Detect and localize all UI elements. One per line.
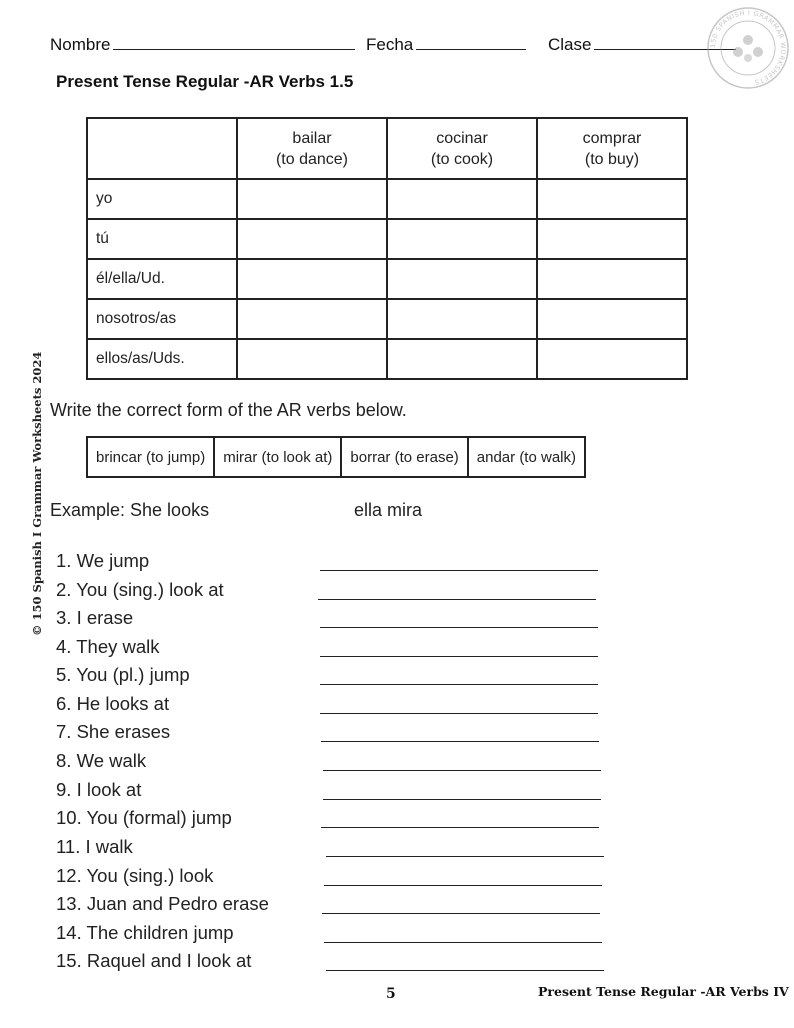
answer-cell[interactable]: [237, 259, 387, 299]
answer-line[interactable]: [320, 570, 598, 571]
verb-bank-item: brincar (to jump): [87, 437, 214, 477]
pronoun-cell: ellos/as/Uds.: [87, 339, 237, 379]
exercise-item-9: 9. I look at: [56, 779, 142, 800]
example-answer: ella mira: [354, 500, 423, 520]
pronoun-cell: él/ella/Ud.: [87, 259, 237, 299]
answer-cell[interactable]: [387, 179, 537, 219]
answer-line[interactable]: [320, 713, 598, 714]
answer-line[interactable]: [324, 942, 602, 943]
exercise-item-6: 6. He looks at: [56, 693, 170, 714]
footer-title: Present Tense Regular -AR Verbs IV: [538, 984, 789, 999]
answer-cell[interactable]: [237, 339, 387, 379]
answer-line[interactable]: [323, 799, 601, 800]
exercise-item-2: 2. You (sing.) look at: [56, 579, 224, 600]
copyright-notice: © 150 Spanish I Grammar Worksheets 2024: [30, 351, 44, 636]
conjugation-table: [86, 117, 688, 380]
exercise-item-3: 3. I erase: [56, 607, 134, 628]
verb-bank-item: andar (to walk): [468, 437, 585, 477]
verb-infinitive: bailar: [292, 129, 332, 147]
answer-cell[interactable]: [537, 339, 687, 379]
name-field: [50, 32, 355, 55]
verb-header-cell: [387, 118, 537, 179]
pronoun-cell: nosotros/as: [87, 299, 237, 339]
table-row: [87, 179, 687, 219]
answer-line[interactable]: [320, 656, 598, 657]
answer-line[interactable]: [323, 770, 601, 771]
pronoun-cell: yo: [87, 179, 237, 219]
date-label: Fecha: [366, 35, 414, 54]
corner-cell: [87, 118, 237, 179]
answer-line[interactable]: [318, 599, 596, 600]
table-row: [87, 219, 687, 259]
answer-line[interactable]: [322, 913, 600, 914]
verb-infinitive: comprar: [582, 129, 642, 147]
worksheet-title: Present Tense Regular -AR Verbs 1.5: [56, 72, 354, 91]
exercise-item-12: 12. You (sing.) look: [56, 865, 214, 886]
stamp-text: 150 SPANISH I GRAMMAR WORKSHEETS: [708, 8, 788, 87]
answer-line[interactable]: [320, 684, 598, 685]
class-label: Clase: [548, 35, 592, 54]
name-label: Nombre: [50, 35, 111, 54]
table-header-row: [87, 118, 687, 179]
verb-bank: [86, 436, 586, 478]
answer-line[interactable]: [321, 827, 599, 828]
exercise-item-4: 4. They walk: [56, 636, 160, 657]
exercise-item-14: 14. The children jump: [56, 922, 234, 943]
date-field: [366, 32, 526, 55]
seal-stamp-icon: [706, 6, 790, 90]
answer-line[interactable]: [326, 856, 604, 857]
answer-line[interactable]: [324, 885, 602, 886]
answer-cell[interactable]: [537, 259, 687, 299]
verb-bank-item: mirar (to look at): [214, 437, 341, 477]
exercise-item-8: 8. We walk: [56, 750, 147, 771]
name-input[interactable]: [113, 32, 355, 50]
answer-cell[interactable]: [237, 219, 387, 259]
table-row: [87, 339, 687, 379]
answer-line[interactable]: [321, 741, 599, 742]
exercise-item-10: 10. You (formal) jump: [56, 807, 232, 828]
verb-header-cell: [537, 118, 687, 179]
answer-cell[interactable]: [237, 179, 387, 219]
exercise-item-13: 13. Juan and Pedro erase: [56, 893, 269, 914]
date-input[interactable]: [416, 32, 526, 50]
answer-cell[interactable]: [387, 259, 537, 299]
answer-line[interactable]: [320, 627, 598, 628]
verb-meaning: (to cook): [430, 150, 494, 168]
verb-meaning: (to buy): [584, 150, 640, 168]
verb-meaning: (to dance): [275, 150, 349, 168]
page-number: 5: [386, 986, 396, 1002]
verb-infinitive: cocinar: [436, 129, 488, 147]
example-prompt: Example: She looks: [50, 500, 210, 520]
answer-cell[interactable]: [537, 299, 687, 339]
pronoun-cell: tú: [87, 219, 237, 259]
table-row: [87, 259, 687, 299]
answer-line[interactable]: [326, 970, 604, 971]
verb-bank-row: [87, 437, 585, 477]
exercise-item-7: 7. She erases: [56, 721, 171, 742]
verb-bank-item: borrar (to erase): [341, 437, 467, 477]
exercise-item-15: 15. Raquel and I look at: [56, 950, 252, 971]
answer-cell[interactable]: [237, 299, 387, 339]
answer-cell[interactable]: [537, 179, 687, 219]
verb-header-cell: [237, 118, 387, 179]
answer-cell[interactable]: [387, 219, 537, 259]
exercise-item-5: 5. You (pl.) jump: [56, 664, 190, 685]
table-row: [87, 299, 687, 339]
answer-cell[interactable]: [387, 339, 537, 379]
answer-cell[interactable]: [387, 299, 537, 339]
exercise-item-11: 11. I walk: [56, 836, 133, 857]
answer-cell[interactable]: [537, 219, 687, 259]
instructions: Write the correct form of the AR verbs below.: [50, 400, 407, 420]
exercise-item-1: 1. We jump: [56, 550, 150, 571]
